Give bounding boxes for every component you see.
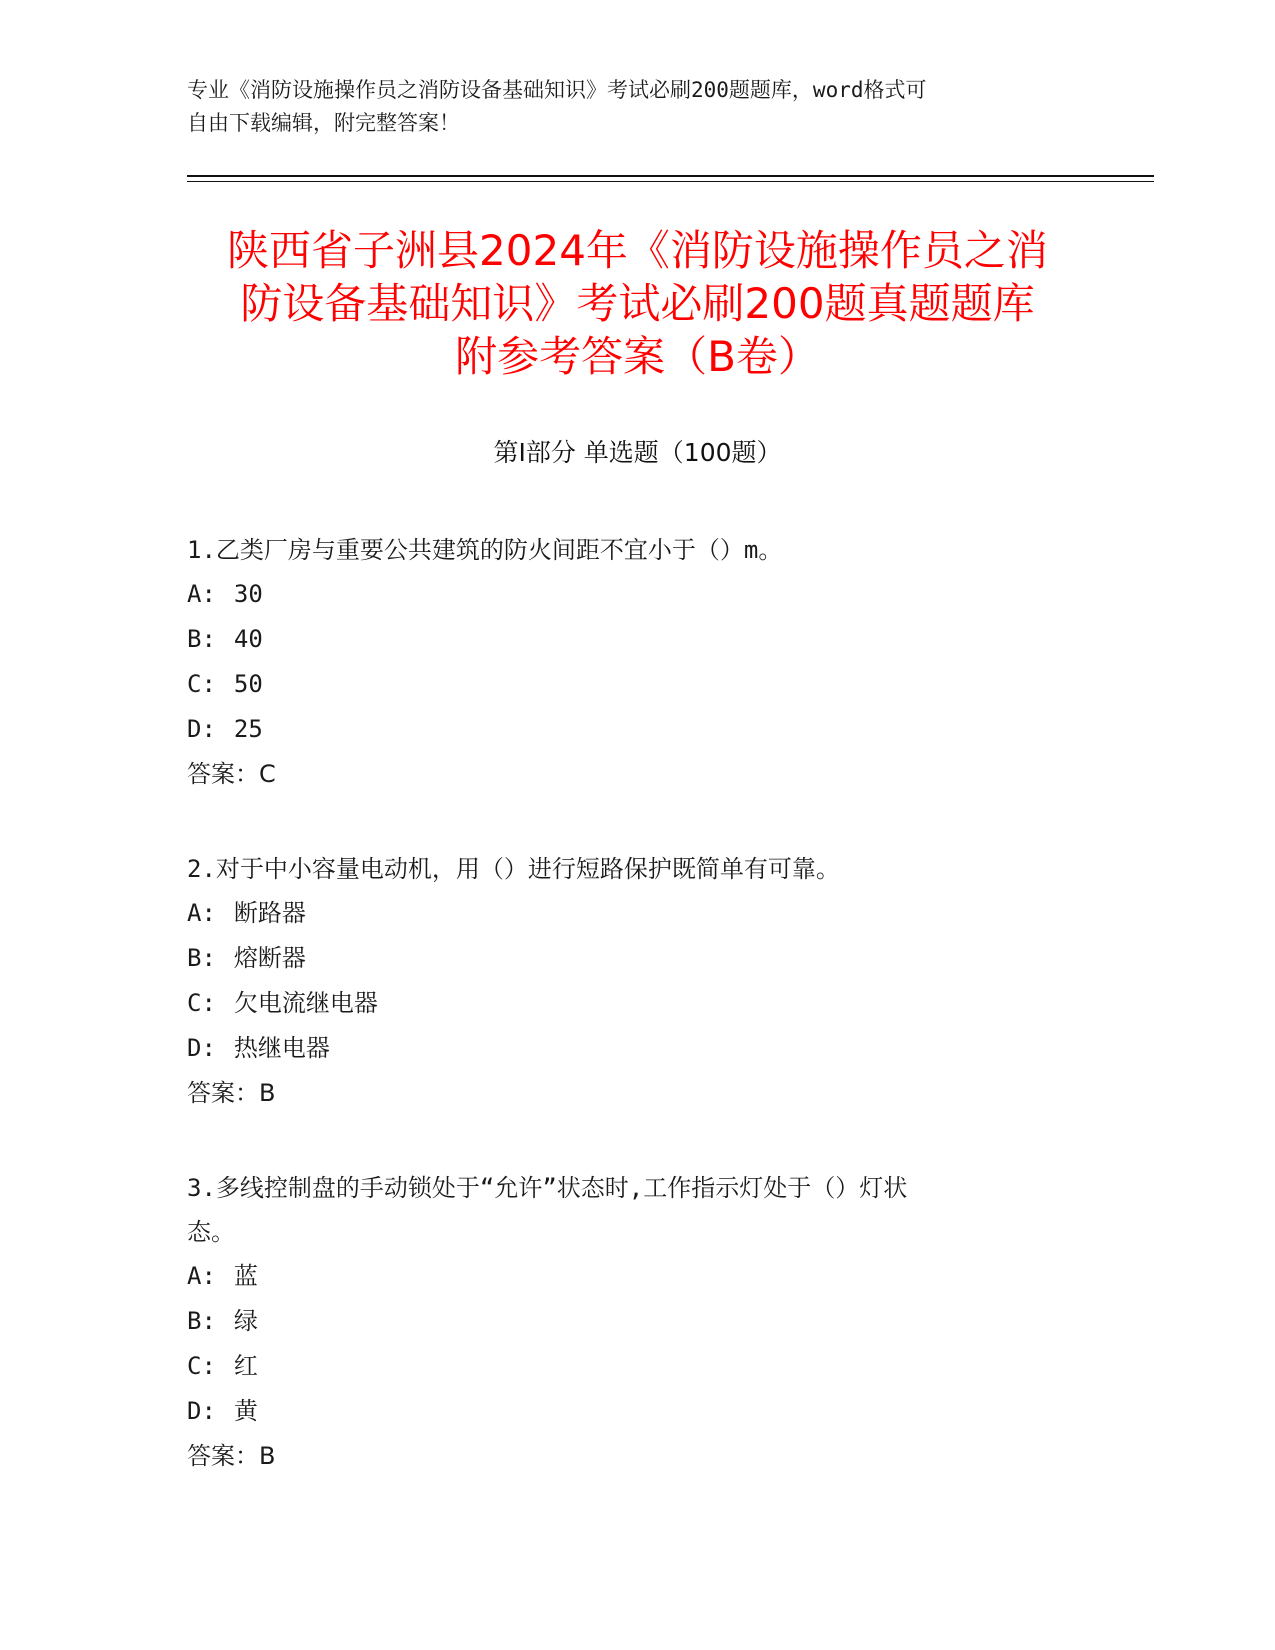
document-title <box>150 224 1125 383</box>
option-label: D: <box>187 1397 216 1425</box>
option-label: D: <box>187 1034 216 1062</box>
question-stem: 1.乙类厂房与重要公共建筑的防火间距不宜小于（）m。 <box>187 536 783 564</box>
answer-line: 答案：B <box>187 1442 276 1470</box>
section-heading: 第Ⅰ部分 单选题（100题） <box>493 438 782 467</box>
header-divider-thick <box>187 175 1154 177</box>
option-c <box>187 662 1087 707</box>
header-note-line-1: 专业《消防设施操作员之消防设备基础知识》考试必刷200题题库，word格式可 <box>187 78 927 102</box>
document-title-line-3: 附参考答案（B卷） <box>455 332 820 381</box>
option-label: C: <box>187 1352 216 1380</box>
option-text: 热继电器 <box>233 1034 330 1062</box>
option-a <box>187 891 1087 936</box>
option-a <box>187 1254 1087 1299</box>
option-label: A: <box>187 1262 216 1290</box>
option-text: 熔断器 <box>233 944 306 972</box>
header-note-line-2: 自由下载编辑，附完整答案！ <box>187 111 460 135</box>
option-label: C: <box>187 989 216 1017</box>
option-text: 红 <box>233 1352 258 1380</box>
option-label: C: <box>187 670 216 698</box>
option-text: 断路器 <box>233 899 306 927</box>
option-b <box>187 1299 1087 1344</box>
question-3 <box>187 1166 1087 1479</box>
document-title-line-2: 防设备基础知识》考试必刷200题真题题库 <box>240 279 1035 328</box>
option-d <box>187 707 1087 752</box>
question-stem-line-2: 态。 <box>187 1218 235 1246</box>
option-label: A: <box>187 580 216 608</box>
answer-line: 答案：C <box>187 760 276 788</box>
option-d <box>187 1389 1087 1434</box>
option-d <box>187 1026 1087 1071</box>
option-label: B: <box>187 944 216 972</box>
option-text: 40 <box>233 625 263 653</box>
option-text: 黄 <box>233 1397 258 1425</box>
option-label: B: <box>187 1307 216 1335</box>
option-c <box>187 1344 1087 1389</box>
header-divider-thin <box>187 181 1154 182</box>
question-list <box>187 528 1087 1529</box>
document-title-line-1: 陕西省子洲县2024年《消防设施操作员之消 <box>227 226 1048 275</box>
option-label: B: <box>187 625 216 653</box>
option-text: 欠电流继电器 <box>233 989 378 1017</box>
header-note <box>187 74 1087 140</box>
option-text: 绿 <box>233 1307 258 1335</box>
option-c <box>187 981 1087 1026</box>
option-label: A: <box>187 899 216 927</box>
option-b <box>187 617 1087 662</box>
option-label: D: <box>187 715 216 743</box>
option-b <box>187 936 1087 981</box>
question-stem-line-1: 3.多线控制盘的手动锁处于“允许”状态时,工作指示灯处于（）灯状 <box>187 1174 908 1202</box>
option-text: 30 <box>233 580 263 608</box>
answer-line: 答案：B <box>187 1079 276 1107</box>
question-2 <box>187 847 1087 1116</box>
option-text: 25 <box>233 715 263 743</box>
question-stem: 2.对于中小容量电动机，用（）进行短路保护既简单有可靠。 <box>187 855 840 883</box>
option-a <box>187 572 1087 617</box>
option-text: 50 <box>233 670 263 698</box>
question-1 <box>187 528 1087 797</box>
option-text: 蓝 <box>233 1262 258 1290</box>
